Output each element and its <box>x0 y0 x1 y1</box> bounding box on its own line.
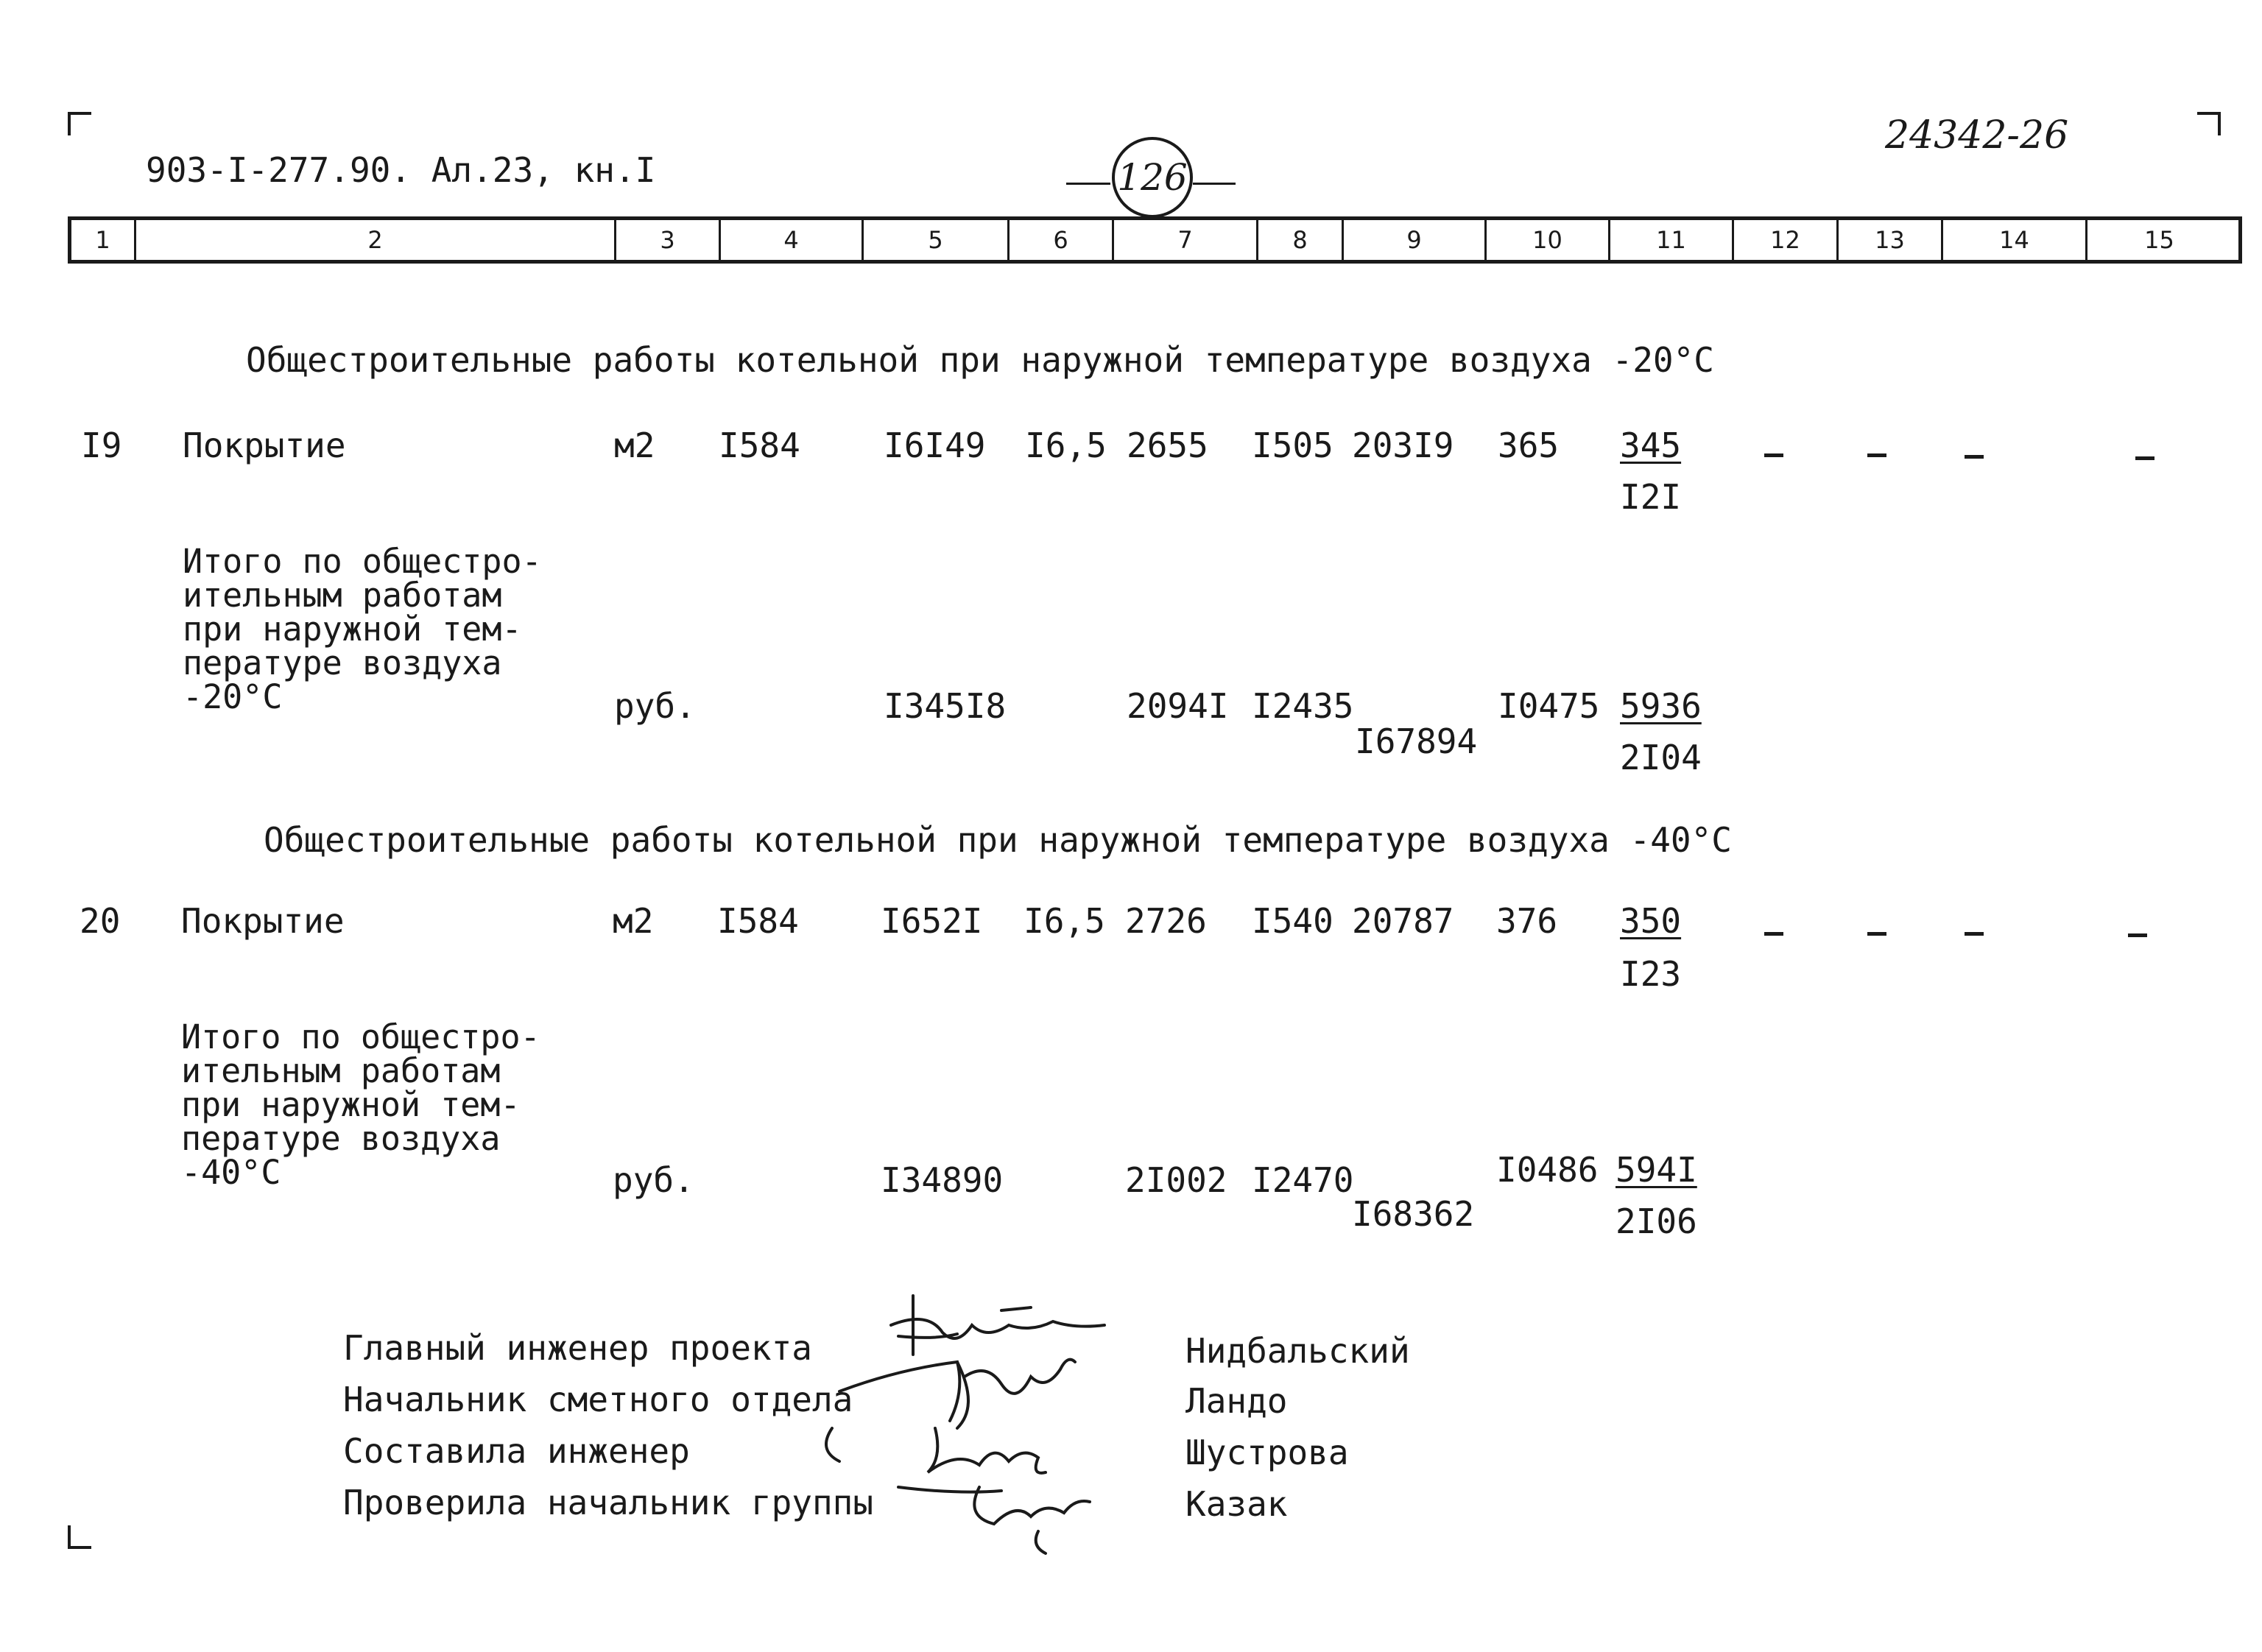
total-col8: I2435 <box>1252 686 1354 726</box>
column-number: 13 <box>1839 220 1943 260</box>
total-label: Итого по общестро- ительным работам при наружной тем- пературе воздуха -40°С <box>181 1017 540 1192</box>
row-col14-dash <box>1965 932 1984 936</box>
document-code: 903-I-277.90. Ал.23, кн.I <box>146 150 656 190</box>
archive-number: 24342-26 <box>1885 113 2069 158</box>
row-col11-top: 350 <box>1620 901 1682 941</box>
column-number: 3 <box>616 220 721 260</box>
total-col9: I68362 <box>1352 1194 1475 1234</box>
total-col11-top: 5936 <box>1620 686 1702 726</box>
column-number: 8 <box>1258 220 1344 260</box>
signature-name: Шустрова <box>1185 1433 1349 1472</box>
page-number-text: 126 <box>1117 156 1188 199</box>
signature-name: Казак <box>1185 1484 1288 1524</box>
total-col5: I345I8 <box>884 686 1007 726</box>
column-number: 2 <box>136 220 616 260</box>
total-col11-bottom: 2I04 <box>1620 738 1702 777</box>
row-col8: I540 <box>1252 901 1333 941</box>
row-number: 20 <box>80 901 121 941</box>
row-col13-dash <box>1867 453 1886 457</box>
column-number: 11 <box>1610 220 1734 260</box>
section-title: Общестроительные работы котельной при наружной температуре воздуха -40°С <box>264 820 1732 860</box>
column-number: 9 <box>1344 220 1487 260</box>
row-number: I9 <box>81 426 122 465</box>
total-col9: I67894 <box>1355 721 1478 761</box>
column-number: 1 <box>71 220 136 260</box>
row-col7: 2726 <box>1125 901 1207 941</box>
row-col7: 2655 <box>1127 426 1208 465</box>
page-number <box>1066 134 1239 222</box>
row-col6: I6,5 <box>1023 901 1105 941</box>
column-number: 15 <box>2144 226 2174 254</box>
total-col7: 2I002 <box>1125 1160 1227 1200</box>
total-unit: руб. <box>613 1160 694 1200</box>
row-unit: м2 <box>614 426 655 465</box>
corner-mark-top-right <box>2197 112 2221 135</box>
total-unit: руб. <box>614 686 696 726</box>
column-number: 10 <box>1487 220 1610 260</box>
total-label: Итого по общестро- ительным работам при наружной тем- пературе воздуха -20°С <box>183 542 542 716</box>
row-col5: I6I49 <box>884 426 986 465</box>
total-col10: I0475 <box>1498 686 1600 726</box>
column-number: 4 <box>721 220 864 260</box>
row-col9: 20787 <box>1352 901 1454 941</box>
column-number: 7 <box>1114 220 1258 260</box>
total-col11-bottom: 2I06 <box>1616 1201 1697 1241</box>
total-col10: I0486 <box>1496 1150 1599 1190</box>
total-col5: I34890 <box>881 1160 1004 1200</box>
row-col11-bottom: I23 <box>1620 954 1682 994</box>
handwritten-signatures <box>810 1281 1193 1561</box>
signature-role: Начальник сметного отдела <box>343 1380 853 1419</box>
column-number: 5 <box>864 220 1010 260</box>
row-name: Покрытие <box>183 426 346 465</box>
row-col9: 203I9 <box>1352 426 1454 465</box>
row-col12-dash <box>1764 932 1783 936</box>
signature-role: Составила инженер <box>343 1431 690 1471</box>
column-number: 14 <box>1943 220 2087 260</box>
signature-name: Ландо <box>1185 1381 1288 1421</box>
corner-mark-bottom-left <box>68 1525 91 1549</box>
signature-role: Главный инженер проекта <box>343 1328 812 1368</box>
row-name: Покрытие <box>181 901 345 941</box>
total-col7: 2094I <box>1127 686 1229 726</box>
column-number: 12 <box>1734 220 1839 260</box>
row-col10: 365 <box>1498 426 1560 465</box>
column-number: 6 <box>1010 220 1114 260</box>
corner-mark-top-left <box>68 112 91 135</box>
row-col8: I505 <box>1252 426 1333 465</box>
section-title: Общестроительные работы котельной при наружной температуре воздуха -20°С <box>246 340 1714 380</box>
row-col15-dash <box>2135 456 2154 460</box>
row-col14-dash <box>1965 455 1984 459</box>
row-col12-dash <box>1764 453 1783 457</box>
signature-role: Проверила начальник группы <box>343 1483 874 1522</box>
total-col8: I2470 <box>1252 1160 1354 1200</box>
row-col15-dash <box>2128 933 2147 937</box>
row-col10: 376 <box>1496 901 1558 941</box>
row-col5: I652I <box>881 901 983 941</box>
signature-name: Нидбальский <box>1185 1331 1410 1371</box>
row-unit: м2 <box>613 901 654 941</box>
row-col11-bottom: I2I <box>1620 477 1682 517</box>
row-col11-top: 345 <box>1620 426 1682 465</box>
total-col11-top: 594I <box>1616 1150 1697 1190</box>
row-col6: I6,5 <box>1025 426 1107 465</box>
row-col4: I584 <box>719 426 800 465</box>
row-col13-dash <box>1867 932 1886 936</box>
row-col4: I584 <box>717 901 799 941</box>
column-number-bar <box>68 216 2242 264</box>
